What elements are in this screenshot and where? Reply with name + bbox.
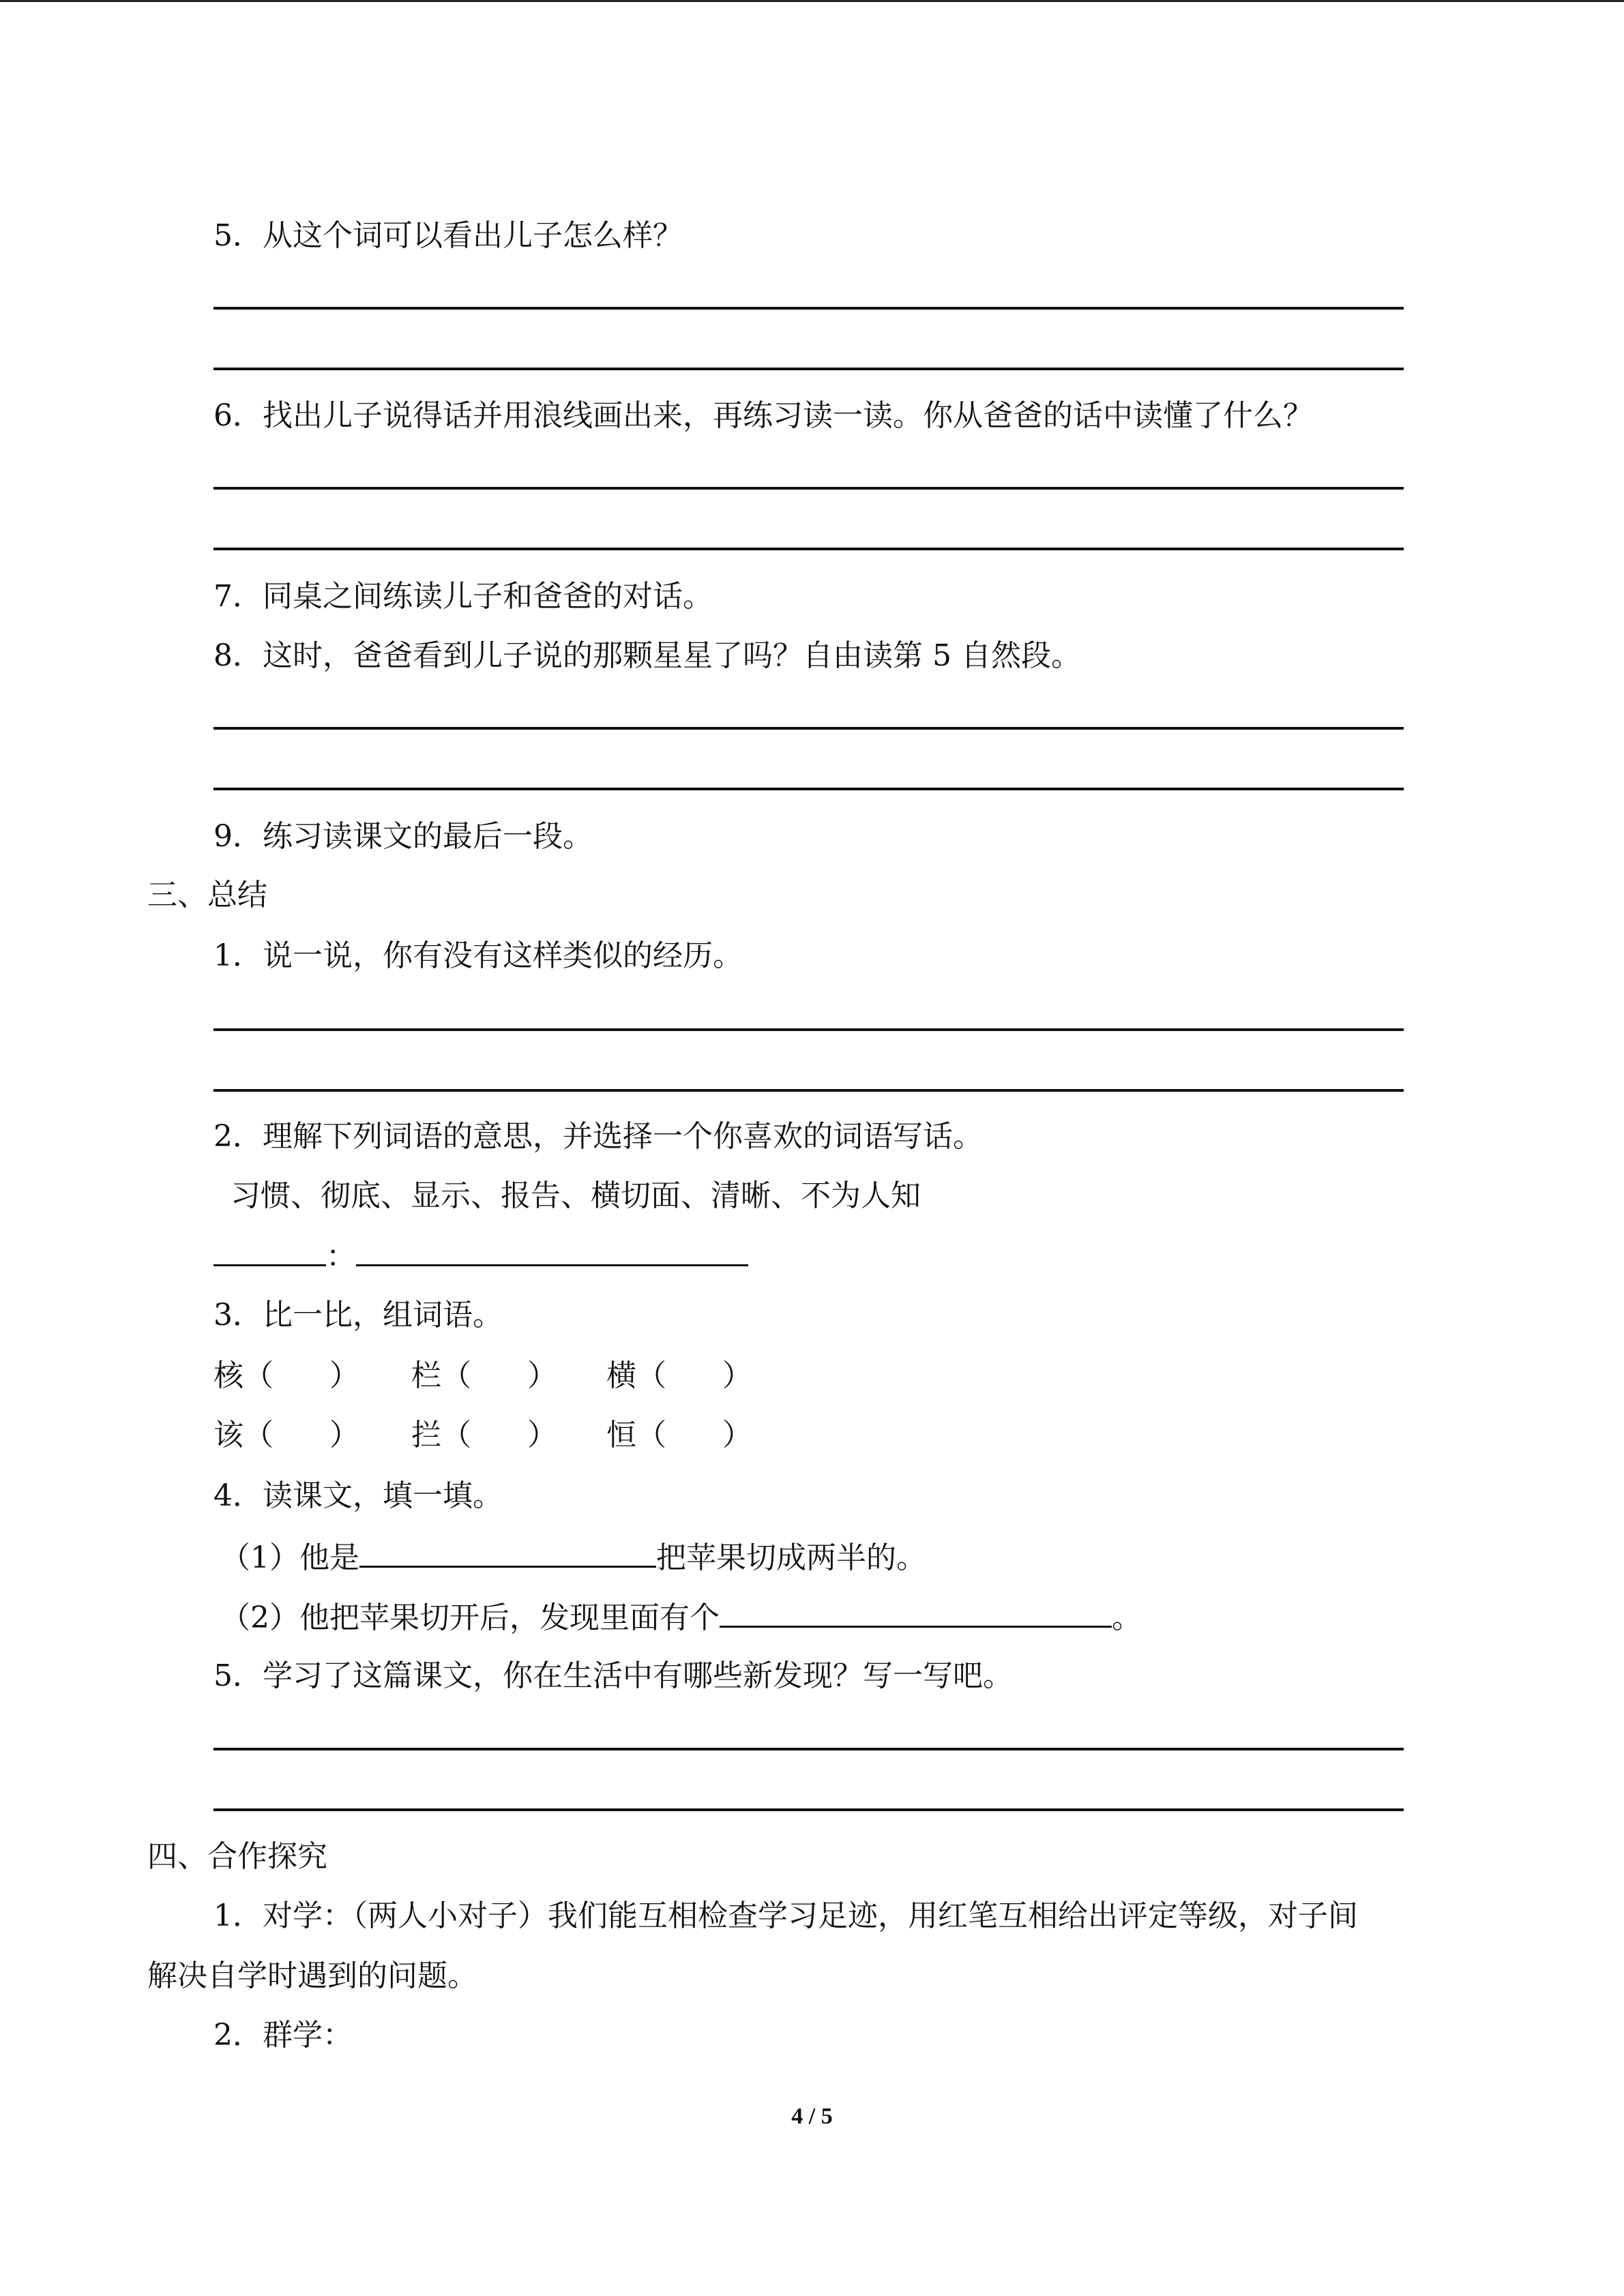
answer-line[interactable] xyxy=(213,368,1404,370)
section-3-question-3: 3．比一比，组词语。 xyxy=(213,1298,503,1332)
section-3-question-5: 5．学习了这篇课文，你在生活中有哪些新发现？写一写吧。 xyxy=(213,1658,1013,1693)
word-blank[interactable] xyxy=(213,1234,326,1266)
answer-line[interactable] xyxy=(213,1028,1404,1031)
section-4-item-1-line-1: 1．对学：（两人小对子）我们能互相检查学习足迹，用红笔互相给出评定等级，对子间 xyxy=(213,1898,1358,1933)
compare-item-1-3: 横（ ） xyxy=(606,1358,752,1393)
question-5: 5．从这个词可以看出儿子怎么样？ xyxy=(213,218,683,253)
compare-item-2-1: 该（ ） xyxy=(213,1418,359,1452)
fill-blank[interactable] xyxy=(720,1596,1112,1628)
compare-item-2-3: 恒（ ） xyxy=(606,1418,752,1452)
answer-line[interactable] xyxy=(213,727,1404,730)
vocabulary-words: 习惯、彻底、显示、报告、横切面、清晰、不为人知 xyxy=(231,1178,921,1213)
question-9: 9．练习读课文的最后一段。 xyxy=(213,819,593,854)
fill-blank[interactable] xyxy=(359,1536,656,1568)
colon: ： xyxy=(326,1239,356,1274)
compare-item-2-2: 拦（ ） xyxy=(411,1418,557,1452)
section-3-question-1: 1．说一说，你有没有这样类似的经历。 xyxy=(213,938,743,973)
sentence-blank[interactable] xyxy=(356,1234,748,1266)
answer-line[interactable] xyxy=(213,307,1404,310)
answer-line[interactable] xyxy=(213,1808,1404,1811)
section-4-item-1-line-2: 解决自学时遇到的问题。 xyxy=(147,1958,477,1993)
word-sentence-blank xyxy=(213,1234,748,1277)
answer-line[interactable] xyxy=(213,1748,1404,1750)
answer-line[interactable] xyxy=(213,548,1404,550)
section-3-question-4: 4．读课文，填一填。 xyxy=(213,1478,503,1513)
fill-in-1: （1）他是 把苹果切成两半的。 xyxy=(220,1536,926,1579)
question-8: 8．这时，爸爸看到儿子说的那颗星星了吗？自由读第 5 自然段。 xyxy=(213,638,1081,673)
page-top-border xyxy=(0,0,1624,2)
compare-item-1-1: 核（ ） xyxy=(213,1358,359,1393)
answer-line[interactable] xyxy=(213,1089,1404,1092)
question-6: 6．找出儿子说得话并用浪线画出来，再练习读一读。你从爸爸的话中读懂了什么？ xyxy=(213,398,1313,433)
compare-item-1-2: 栏（ ） xyxy=(411,1358,557,1393)
section-4-item-2: 2．群学： xyxy=(213,2018,353,2053)
fill-in-2: （2）他把苹果切开后，发现里面有个 。 xyxy=(220,1596,1142,1639)
page-number: 4 / 5 xyxy=(791,2104,833,2129)
section-4-title: 四、合作探究 xyxy=(147,1839,327,1874)
section-3-question-2: 2．理解下列词语的意思，并选择一个你喜欢的词语写话。 xyxy=(213,1119,983,1154)
answer-line[interactable] xyxy=(213,487,1404,490)
answer-line[interactable] xyxy=(213,788,1404,790)
section-3-title: 三、总结 xyxy=(147,878,267,912)
question-7: 7．同桌之间练读儿子和爸爸的对话。 xyxy=(213,579,713,614)
